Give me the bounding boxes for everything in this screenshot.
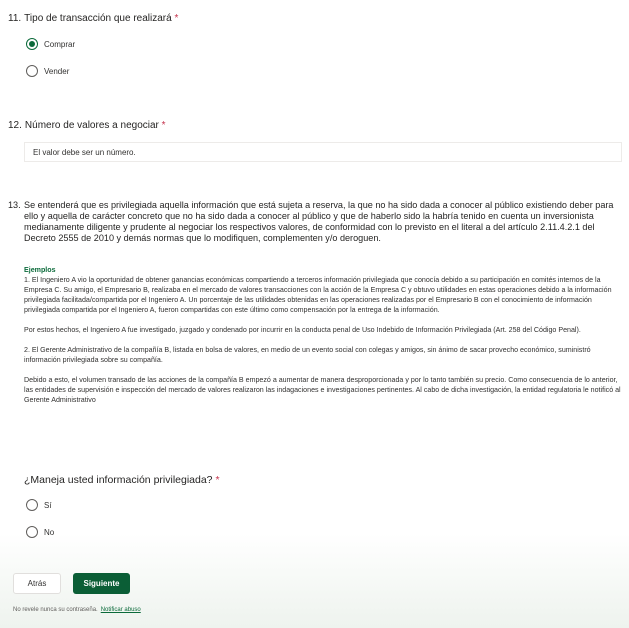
examples-heading: Ejemplos — [24, 266, 56, 274]
question-number: 11. — [8, 13, 22, 24]
example-paragraph-2: Por estos hechos, el Ingeniero A fue investigado, juzgado y condenado por incurrir en la conducta penal de Uso Indebido de Información Privilegiada (Art. 258 del Código Penal). — [24, 326, 581, 334]
question-11-title — [8, 13, 178, 24]
radio-unselected-icon[interactable] — [26, 65, 38, 77]
sub-question-title — [24, 474, 220, 486]
question-text: Tipo de transacción que realizará — [24, 13, 172, 24]
radio-unselected-icon[interactable] — [26, 499, 38, 511]
back-button[interactable]: Atrás — [13, 573, 61, 594]
radio-option-si[interactable] — [26, 499, 52, 511]
question-text: Se entenderá que es privilegiada aquella información que está sujeta a reserva, la que no ha sido dada a conocer al público existiendo deber para ello y aquella de carácter concreto que no ha sido dada a conocer al público y que de haberlo sido la habría tenido en cuenta un inversionista medianamente diligente y prudente al negociar los respectivos valores, de conformidad con lo previsto en el literal a del artículo 2.11.4.2.1 del Decreto 2555 de 2010 y demás normas que lo modifiquen, complementen y/o deroguen. — [24, 200, 614, 243]
question-number: 12. — [8, 120, 22, 131]
footer — [13, 607, 141, 613]
footer-text: No revele nunca su contraseña. — [13, 607, 98, 613]
radio-label: Vender — [44, 66, 70, 76]
radio-option-no[interactable] — [26, 526, 54, 538]
input-value: El valor debe ser un número. — [33, 148, 136, 157]
radio-selected-icon[interactable] — [26, 38, 38, 50]
radio-label: No — [44, 527, 55, 537]
radio-unselected-icon[interactable] — [26, 526, 38, 538]
example-paragraph-4: Debido a esto, el volumen transado de las acciones de la compañía B empezó a aumentar de manera desproporcionada y por lo tanto también su precio. Como consecuencia de lo anterior, las entidades de supervisión e inspección del mercado de valores realizaron las indagaciones e investigaciones pertinentes. Al cabo de dicha investigación, la entidad regulatoria le notificó al Gerente Administrativo — [24, 376, 621, 404]
question-text: ¿Maneja usted información privilegiada? — [24, 474, 213, 486]
required-asterisk: * — [215, 474, 220, 486]
radio-label: Comprar — [44, 39, 76, 49]
question-number: 13. — [8, 200, 21, 210]
question-13-title — [8, 200, 620, 244]
required-asterisk: * — [161, 120, 166, 131]
radio-label: Sí — [44, 500, 52, 510]
required-asterisk: * — [174, 13, 179, 24]
next-button[interactable]: Siguiente — [73, 573, 130, 594]
example-paragraph-1: 1. El Ingeniero A vio la oportunidad de obtener ganancias económicas compartiendo a terceros información privilegiada que conocía debido a su participación en comités internos de la Empresa C. Su amigo, el Empresario B, realizaba en el mercado de valores transacciones con la acción de la Empresa C y obtuvo utilidades en estas operaciones debido a la información privilegiada facilitada/compartida por el Ingeniero A. Un porcentaje de las utilidades obtenidas en las operaciones realizadas por el Empresario B con el conocimiento de información privilegiada compartida por el Ingeniero A, fueron compartidas con este último como compensación por la entrega de la información. — [24, 276, 612, 314]
question-text: Número de valores a negociar — [24, 120, 159, 131]
example-paragraph-3: 2. El Gerente Administrativo de la compañía B, listada en bolsa de valores, en medio de un evento social con colegas y amigos, sin ánimo de sacar provecho económico, suministró información privilegiada sobre su compañía. — [24, 346, 591, 364]
question-description — [24, 265, 624, 405]
report-abuse-link[interactable]: Notificar abuso — [100, 607, 141, 613]
number-input[interactable] — [24, 142, 622, 162]
radio-option-vender[interactable] — [26, 65, 69, 77]
question-12-title — [8, 120, 166, 131]
radio-option-comprar[interactable] — [26, 38, 75, 50]
